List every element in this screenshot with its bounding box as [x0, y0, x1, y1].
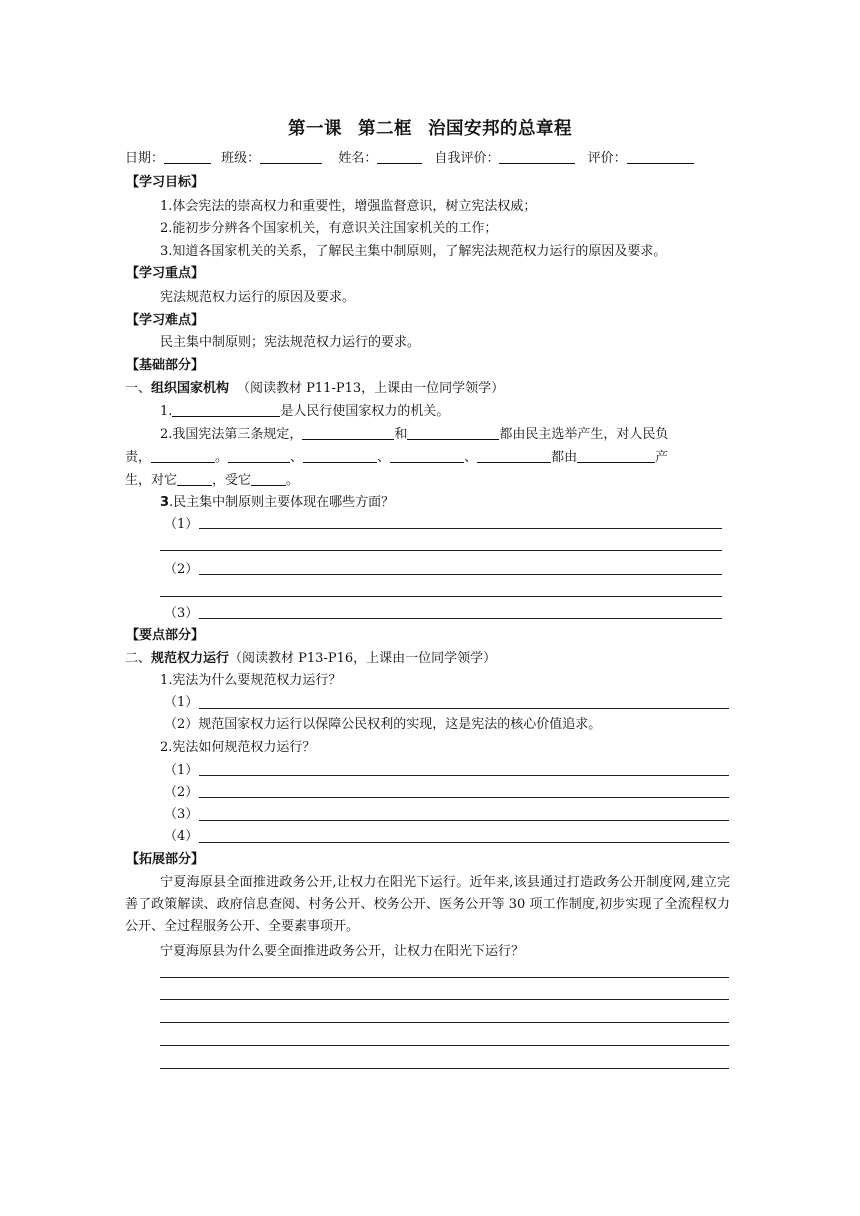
- answer-label: （2）: [164, 785, 199, 800]
- answer-line[interactable]: [160, 596, 722, 597]
- basic-q2-text: 都由民主选举产生，对人民负: [499, 427, 669, 442]
- answer-label: （1）: [164, 517, 199, 532]
- answer-line[interactable]: [199, 775, 729, 776]
- answer-line[interactable]: [199, 528, 722, 529]
- answer-line[interactable]: [160, 550, 722, 551]
- basic-q2-text: 生，对它: [125, 473, 178, 488]
- blank[interactable]: [477, 449, 551, 463]
- answer-label: （1）: [164, 763, 199, 778]
- answer-line[interactable]: [160, 1045, 729, 1046]
- section-one-num: 一、: [125, 381, 152, 396]
- blank[interactable]: [390, 449, 464, 463]
- blank[interactable]: [151, 449, 215, 463]
- section-two-num: 二、: [125, 651, 152, 666]
- key-heading: 【学习重点】: [126, 266, 205, 281]
- blank[interactable]: [251, 472, 286, 486]
- title-topic: 治国安邦的总章程: [428, 119, 572, 139]
- objective-item: 1.体会宪法的崇高权力和重要性，增强监督意识，树立宪法权威；: [160, 199, 537, 214]
- section-two-title: 规范权力运行: [151, 651, 230, 666]
- answer-line[interactable]: [199, 708, 729, 709]
- basic-q2-and: 和: [394, 427, 408, 442]
- self-eval-field[interactable]: [499, 150, 575, 164]
- basic-q2-punct: 、: [377, 450, 391, 465]
- answer-label: （1）: [164, 695, 199, 710]
- info-row: [125, 150, 694, 168]
- answer-line[interactable]: [160, 1022, 729, 1023]
- section-one: [125, 380, 504, 398]
- section-two-note: （阅读教材 P13-P16，上课由一位同学领学）: [229, 651, 497, 666]
- extend-paragraph: 宁夏海原县全面推进政务公开,让权力在阳光下运行。近年来,该县通过打造政务公开制度网,建立完善了政策解读、政府信息查阅、村务公开、校务公开、医务公开等 30 项工作制度,初步实现了全流程权力公开、全过程服务公开、全要素事项开。: [125, 875, 730, 934]
- objective-item: 2.能初步分辨各个国家机关，有意识关注国家机关的工作；: [160, 221, 498, 236]
- extend-question: 宁夏海原县为什么要全面推进政务公开，让权力在阳光下运行？: [160, 944, 525, 959]
- key-q1: 1.宪法为什么要规范权力运行？: [160, 673, 342, 688]
- key-q2: 2.宪法如何规范权力运行？: [160, 740, 316, 755]
- basic-q2-text: 责，: [125, 450, 152, 465]
- blank[interactable]: [177, 472, 212, 486]
- section-one-title: 组织国家机构: [151, 381, 230, 396]
- answer-line[interactable]: [199, 842, 729, 843]
- basic-q2-text: 2.我国宪法第三条规定，: [160, 427, 303, 442]
- basic-q2-punct: 。: [215, 450, 229, 465]
- basic-q2-line3: [125, 472, 299, 490]
- eval-field[interactable]: [627, 150, 694, 164]
- basic-q2-line1: [160, 426, 668, 444]
- answer-line[interactable]: [199, 797, 729, 798]
- answer-label: （4）: [164, 829, 199, 844]
- basic-q2-punct: 。: [286, 473, 300, 488]
- key-part-heading: 【要点部分】: [126, 628, 205, 643]
- section-two: [125, 650, 496, 668]
- title-lesson: 第一课: [288, 119, 342, 139]
- basic-q2-text: ，受它: [212, 473, 252, 488]
- answer-line[interactable]: [199, 574, 722, 575]
- blank[interactable]: [303, 449, 377, 463]
- objectives-heading: 【学习目标】: [126, 175, 205, 190]
- answer-label: （3）: [164, 606, 199, 621]
- answer-label: （2）: [164, 562, 199, 577]
- basic-q2-punct: 、: [290, 450, 304, 465]
- basic-q1-num: 1.: [160, 404, 173, 419]
- name-field[interactable]: [377, 150, 422, 164]
- objective-item: 3.知道各国家机关的关系，了解民主集中制原则，了解宪法规范权力运行的原因及要求。: [160, 244, 667, 259]
- basic-q1-blank[interactable]: [172, 403, 280, 417]
- class-field[interactable]: [260, 150, 322, 164]
- basic-q3: [160, 494, 394, 512]
- difficult-heading: 【学习难点】: [126, 313, 205, 328]
- difficult-text: 民主集中制原则；宪法规范权力运行的要求。: [160, 335, 421, 350]
- extend-heading: 【拓展部分】: [126, 852, 205, 867]
- basic-q1: [160, 403, 449, 421]
- blank[interactable]: [302, 426, 394, 440]
- answer-line[interactable]: [199, 820, 729, 821]
- page-title: [0, 115, 860, 140]
- basic-q1-text: 是人民行使国家权力的机关。: [280, 404, 450, 419]
- blank[interactable]: [228, 449, 290, 463]
- basic-q3-text: .民主集中制原则主要体现在哪些方面？: [169, 495, 395, 510]
- self-eval-label: 自我评价：: [434, 151, 500, 166]
- answer-line[interactable]: [160, 977, 729, 978]
- eval-label: 评价：: [587, 151, 627, 166]
- basic-q2-text: 都由: [551, 450, 578, 465]
- blank[interactable]: [407, 426, 499, 440]
- section-one-note: （阅读教材 P11-P13，上课由一位同学领学）: [237, 381, 505, 396]
- date-field[interactable]: [164, 150, 211, 164]
- title-frame: 第二框: [358, 119, 412, 139]
- basic-q2-line2: [125, 449, 668, 467]
- answer-line[interactable]: [160, 1068, 729, 1069]
- answer-line[interactable]: [160, 999, 729, 1000]
- date-label: 日期：: [125, 151, 165, 166]
- basic-q2-punct: 、: [464, 450, 478, 465]
- key-text: 宪法规范权力运行的原因及要求。: [160, 290, 356, 305]
- basic-q3-num: 3: [160, 495, 170, 510]
- basic-q2-text: 产: [655, 450, 669, 465]
- basic-heading: 【基础部分】: [126, 358, 205, 373]
- blank[interactable]: [577, 449, 655, 463]
- class-label: 班级：: [221, 151, 261, 166]
- answer-label: （3）: [164, 807, 199, 822]
- name-label: 姓名：: [338, 151, 378, 166]
- answer-line[interactable]: [199, 618, 722, 619]
- key-q1-answer2: （2）规范国家权力运行以保障公民权利的实现，这是宪法的核心价值追求。: [164, 717, 602, 732]
